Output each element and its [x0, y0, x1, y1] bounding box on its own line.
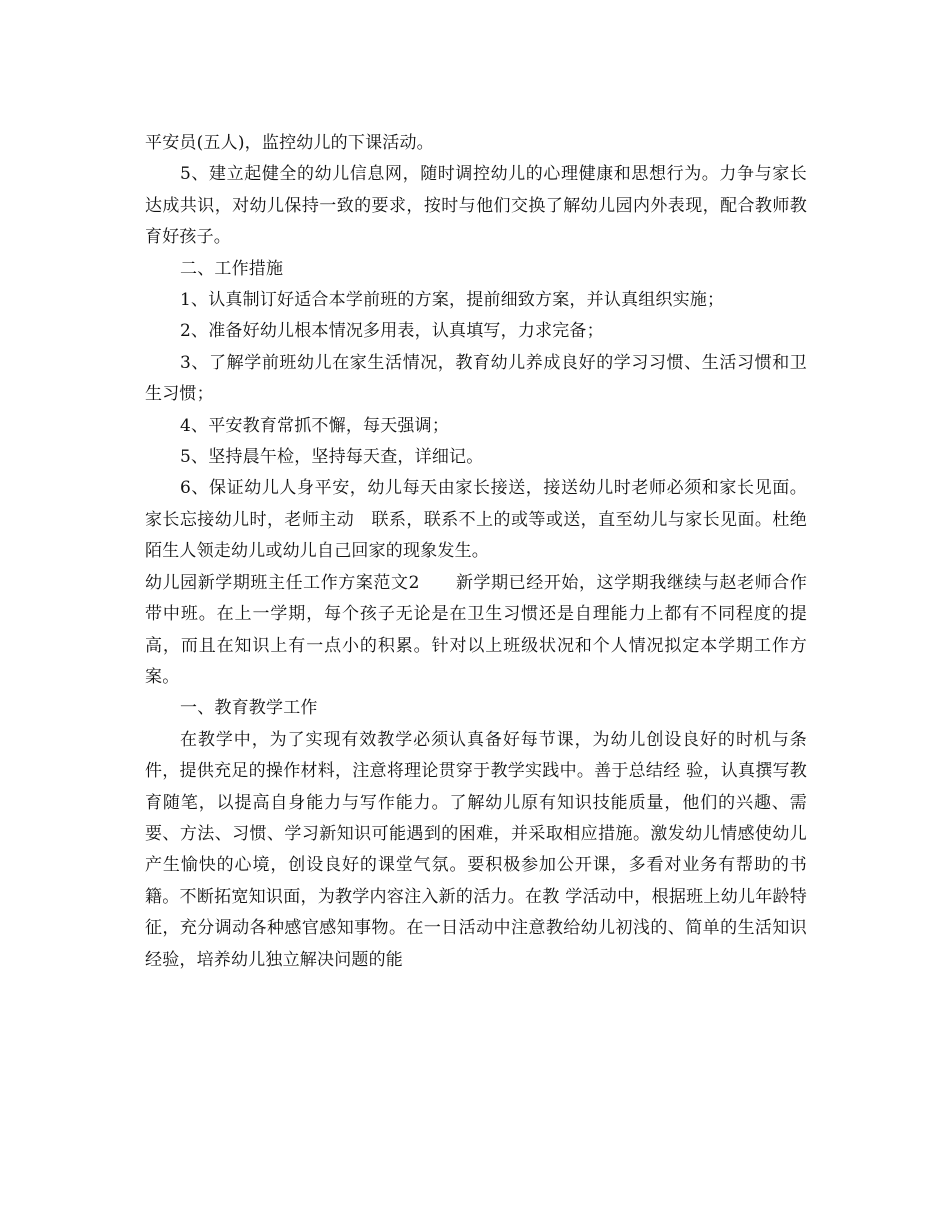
- section2-heading: 一、教育教学工作: [180, 698, 318, 719]
- paragraph-5: 2、准备好幼儿根本情况多用表，认真填写，力求完备；: [180, 321, 604, 342]
- paragraph-8: 5、坚持晨午检，坚持每天查，详细记。: [180, 447, 484, 468]
- paragraph-6: 3、了解学前班幼儿在家生活情况，教育幼儿养成良好的学习习惯、生活习惯和卫生习惯；: [145, 352, 807, 405]
- paragraph-2: 5、建立起健全的幼儿信息网，随时调控幼儿的心理健康和思想行为。力争与家长达成共识，对幼儿保持一致的要求，按时与他们交换了解幼儿园内外表现，配合教师教育好孩子。: [145, 164, 807, 248]
- section2-body: 在教学中，为了实现有效教学必须认真备好每节课，为幼儿创设良好的时机与条件，提供充足的操作材料，注意将理论贯穿于教学实践中。善于总结经 验，认真撰写教育随笔，以提高自身能力与写作能力。了解幼儿原有知识技能质量，他们的兴趣、需要、方法、习惯、学习新知识可能遇到的困难，并采取相应措施。激发幼儿情感使幼儿产生愉快的心境，创设良好的课堂气氛。要积极参加公开课，多看对业务有帮助的书籍。不断拓宽知识面，为教学内容注入新的活力。在教 学活动中，根据班上幼儿年龄特征，充分调动各种感官感知事物。在一日活动中注意教给幼儿初浅的、简单的生活知识经验，培养幼儿独立解决问题的能: [145, 729, 807, 970]
- section2-paragraph: [145, 568, 807, 694]
- section2-intro: 新学期已经开始，这学期我继续与赵老师合作带中班。在上一学期，每个孩子无论是在卫生习惯还是自理能力上都有不同程度的提高，而且在知识上有一点小的积累。针对以上班级状况和个人情况拟定本学期工作方案。: [145, 572, 808, 687]
- paragraph-9: 6、保证幼儿人身平安，幼儿每天由家长接送，接送幼儿时老师必须和家长见面。家长忘接幼儿时，老师主动 联系，联系不上的或等或送，直至幼儿与家长见面。杜绝陌生人领走幼儿或幼儿自己回家的现象发生。: [145, 478, 807, 562]
- document-body: [145, 128, 807, 976]
- paragraph-7: 4、平安教育常抓不懈，每天强调；: [180, 415, 450, 436]
- section-heading-measures: 二、工作措施: [180, 258, 284, 279]
- section2-title: 幼儿园新学期班主任工作方案范文2: [145, 572, 420, 593]
- paragraph-4: 1、认真制订好适合本学前班的方案，提前细致方案，并认真组织实施；: [180, 290, 725, 311]
- paragraph-1: 平安员(五人)，监控幼儿的下课活动。: [145, 133, 434, 153]
